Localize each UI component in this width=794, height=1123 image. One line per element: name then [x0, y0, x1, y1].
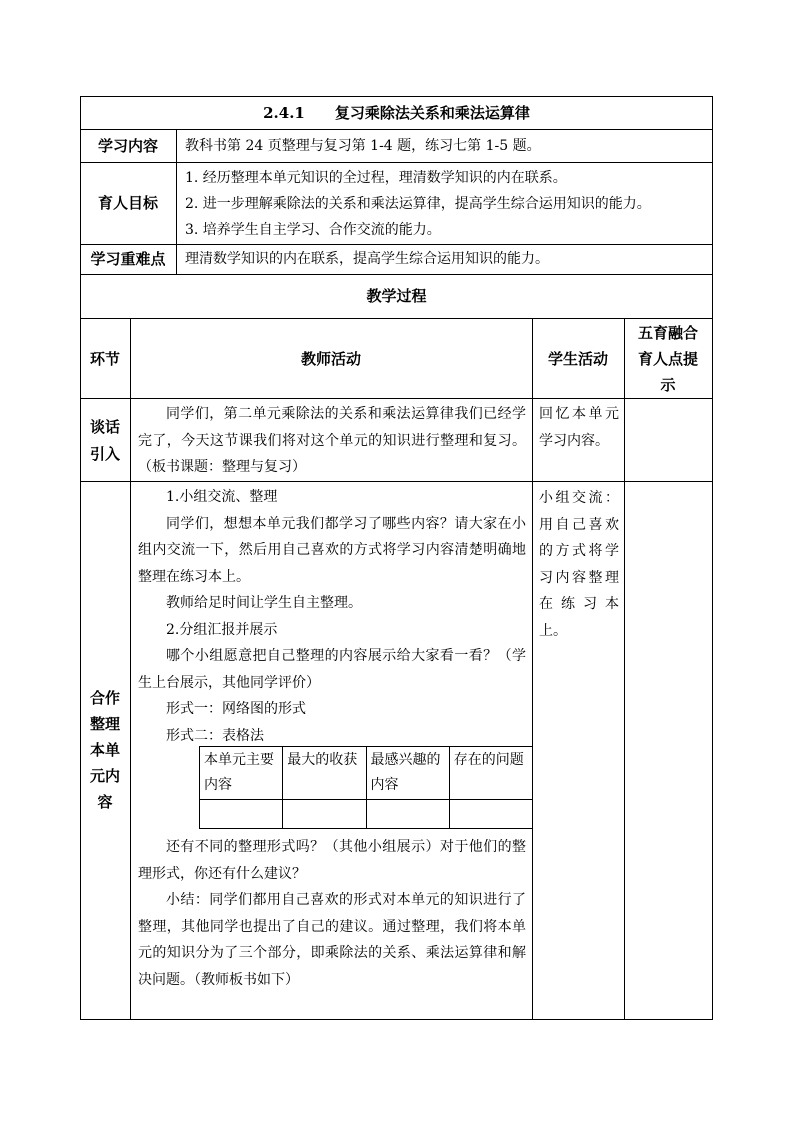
key-points-label: 学习重难点	[90, 250, 166, 268]
process-heading: 教学过程	[366, 287, 427, 305]
coop-after-para: 小结：同学们都用自己喜欢的形式对本单元的知识进行了整理，其他同学也提出了自己的建议。通过整理，我们将本单元的知识分为了三个部分，即乘除法的关系、乘法运算律和解决问题。（教师板书如下）	[138, 892, 526, 988]
col-header-fusion-l2: 育人点提	[637, 350, 698, 368]
coop-student-para: 小组交流：用自己喜欢的方式将学习内容整理在练习本上。	[539, 490, 619, 639]
coop-teacher-text	[138, 484, 526, 749]
key-points-text: 理清数学知识的内在联系，提高学生综合运用知识的能力。	[185, 251, 549, 267]
summary-form-table	[199, 746, 532, 829]
summary-form-header-row	[200, 747, 533, 800]
coop-student-text	[539, 485, 619, 644]
intro-stage-label	[80, 414, 130, 468]
intro-teacher-text	[138, 401, 526, 481]
coop-stage-line: 合作	[89, 689, 120, 707]
page-title: 2.4.1 复习乘除法关系和乘法运算律	[263, 104, 530, 122]
col-header-teacher: 教师活动	[300, 350, 361, 368]
content-label: 学习内容	[97, 137, 158, 155]
col-header-student: 学生活动	[547, 350, 608, 368]
content-text: 教科书第 24 页整理与复习第 1-4 题，练习七第 1-5 题。	[185, 138, 541, 154]
intro-student-text	[539, 401, 619, 454]
coop-para: 形式一：网络图的形式	[166, 701, 306, 717]
coop-stage-line: 元内	[89, 767, 120, 785]
coop-stage-label	[80, 685, 130, 815]
coop-para: 教师给足时间让学生自主整理。	[166, 595, 362, 611]
intro-teacher-para: 同学们，第二单元乘除法的关系和乘法运算律我们已经学完了，今天这节课我们将对这个单元的知识进行整理和复习。（板书课题：整理与复习）	[138, 406, 526, 475]
summary-form-empty-row	[200, 800, 533, 829]
coop-para: 1.小组交流、整理	[166, 489, 278, 505]
summary-form-cell	[449, 800, 532, 829]
col-header-stage: 环节	[89, 350, 120, 368]
intro-stage-l2: 引入	[89, 445, 120, 463]
summary-form-header: 存在的问题	[449, 747, 532, 800]
goal-item: 2. 进一步理解乘除法的关系和乘法运算律，提高学生综合运用知识的能力。	[185, 196, 651, 212]
summary-form-cell	[200, 800, 283, 829]
coop-para: 2.分组汇报并展示	[166, 621, 278, 638]
coop-para: 形式二：表格法	[166, 727, 264, 744]
goals-label: 育人目标	[97, 194, 158, 212]
col-header-fusion-l1: 五育融合	[637, 324, 698, 342]
summary-form-header: 最大的收获	[283, 747, 366, 800]
coop-stage-line: 容	[97, 793, 113, 811]
summary-form-header: 本单元主要内容	[200, 747, 283, 800]
coop-teacher-after	[138, 834, 526, 993]
col-header-fusion	[624, 320, 712, 398]
summary-form-cell	[366, 800, 449, 829]
summary-form-header: 最感兴趣的内容	[366, 747, 449, 800]
coop-stage-line: 整理	[89, 715, 120, 733]
col-header-fusion-l3: 示	[660, 376, 676, 394]
intro-stage-l1: 谈话	[89, 418, 120, 436]
goal-item: 3. 培养学生自主学习、合作交流的能力。	[185, 222, 441, 238]
coop-stage-line: 本单	[89, 741, 120, 759]
summary-form-cell	[283, 800, 366, 829]
coop-para: 哪个小组愿意把自己整理的内容展示给大家看一看？（学生上台展示，其他同学评价）	[138, 648, 526, 691]
coop-para: 同学们，想想本单元我们都学习了哪些内容？请大家在小组内交流一下，然后用自己喜欢的方式将学习内容清楚明确地整理在练习本上。	[138, 515, 526, 585]
coop-after-para: 还有不同的整理形式吗？（其他小组展示）对于他们的整理形式，你还有什么建议？	[138, 839, 526, 882]
intro-student-para: 回忆本单元学习内容。	[539, 406, 619, 449]
goal-item: 1. 经历整理本单元知识的全过程，理清数学知识的内在联系。	[185, 170, 567, 186]
